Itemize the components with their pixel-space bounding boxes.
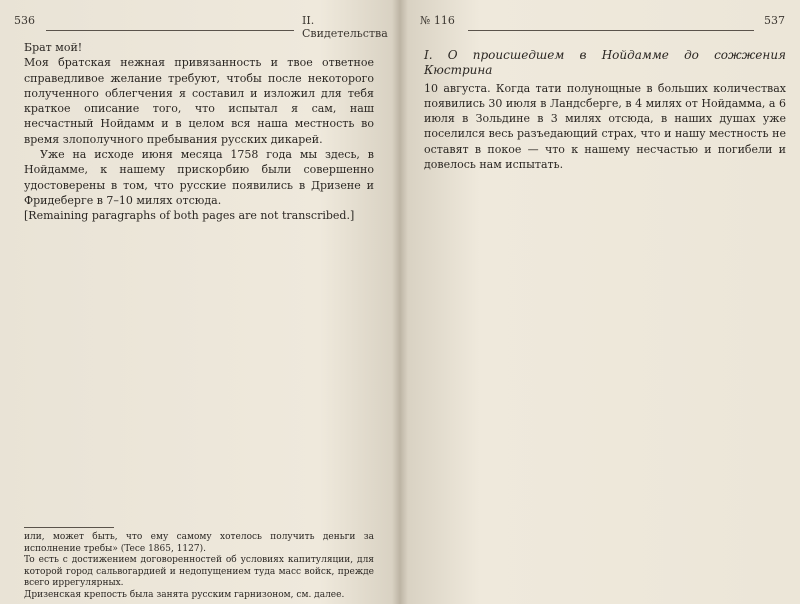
- right-page-number: 537: [764, 14, 785, 27]
- header-rule: [46, 30, 294, 31]
- left-paragraph-1: Моя братская нежная привязанность и твое ответное справедливое желание требуют, чтобы после некоторого полученного облегчения я составил и изложил для тебя краткое описание того, что испытал я сам, наш несчастный Нойдамм и в целом вся наша местность во время злополучного пребывания русских дикарей.: [24, 56, 374, 146]
- left-page-number: 536: [14, 14, 35, 27]
- left-running-title: II. Свидетельства: [302, 14, 388, 40]
- omitted-note: [Remaining paragraphs of both pages are not transcribed.]: [24, 209, 355, 223]
- footnotes: [24, 532, 374, 601]
- footnote: Дризенская крепость была занята русским гарнизоном, см. далее.: [24, 589, 345, 600]
- greeting: Брат мой!: [24, 41, 83, 54]
- left-page: [0, 0, 392, 604]
- footnote-rule: [24, 527, 114, 528]
- header-rule: [468, 30, 754, 31]
- right-body-text: [424, 48, 786, 172]
- right-page: [404, 0, 800, 604]
- section-heading: I. О происшедшем в Нойдамме до сожжения Кюстрина: [424, 48, 786, 78]
- left-body-text: [24, 40, 374, 224]
- footnote: или, может быть, что ему самому хотелось получить деньги за исполнение требы» (Tece 1865, 1127).: [24, 532, 374, 554]
- document-number: № 116: [420, 14, 455, 27]
- footnote: To есть с достижением договоренностей об условиях капитуляции, для которой город сальвогардией и недопущением туда масс войск, прежде всего иррегулярных.: [24, 555, 374, 588]
- left-paragraph-2: Уже на исходе июня месяца 1758 года мы здесь, в Нойдамме, к нашему прискорбию были совершенно удостоверены в том, что русские появились в Дризене и Фридеберге в 7–10 милях отсюда.: [24, 148, 374, 207]
- right-paragraph-1: 10 августа. Когда тати полунощные в больших количествах появились 30 июля в Ландсберге, в 4 милях от Нойдамма, а 6 июля в Зольдине в 3 милях отсюда, в наших душах уже поселился весь разъедающий страх, что и нашу местность не оставят в покое — что к нашему несчастью и погибели и довелось нам испытать.: [424, 81, 786, 172]
